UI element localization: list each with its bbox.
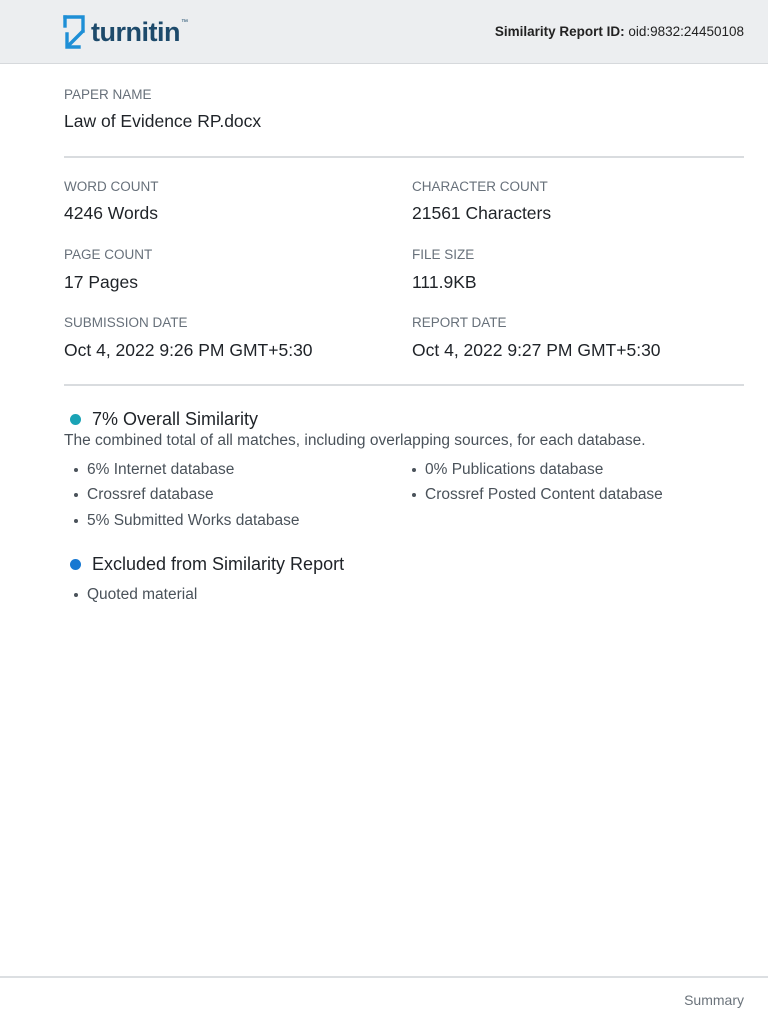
file-size-label: FILE SIZE — [412, 247, 475, 262]
divider — [64, 384, 744, 386]
page-count-value: 17 Pages — [64, 272, 138, 292]
bullet-icon — [74, 493, 78, 497]
list-item-text: Crossref database — [87, 486, 214, 503]
report-id-value: oid:9832:24450108 — [628, 24, 744, 39]
excluded-heading — [64, 554, 344, 575]
page-count-label: PAGE COUNT — [64, 247, 153, 262]
excluded-title: Excluded from Similarity Report — [92, 554, 345, 574]
report-id — [495, 24, 744, 39]
submission-date-value: Oct 4, 2022 9:26 PM GMT+5:30 — [64, 340, 313, 360]
list-item-text: 6% Internet database — [87, 461, 235, 478]
overall-similarity-heading — [64, 409, 258, 430]
list-item — [64, 486, 214, 504]
list-item — [64, 461, 234, 479]
report-date-label: REPORT DATE — [412, 315, 507, 330]
list-item-text: Quoted material — [87, 586, 198, 603]
list-item — [402, 461, 603, 479]
bullet-icon — [412, 493, 416, 497]
bullet-icon — [74, 468, 78, 472]
file-size-value: 111.9KB — [412, 272, 477, 292]
turnitin-logo[interactable] — [62, 13, 188, 51]
divider — [64, 156, 744, 158]
word-count-value: 4246 Words — [64, 203, 159, 223]
list-item — [64, 586, 197, 604]
paper-name-value: Law of Evidence RP.docx — [64, 111, 262, 131]
submission-date-label: SUBMISSION DATE — [64, 315, 188, 330]
list-item-text: 5% Submitted Works database — [87, 512, 300, 529]
footer-bar — [0, 976, 768, 1024]
bullet-icon — [74, 519, 78, 523]
list-item-text: Crossref Posted Content database — [425, 486, 663, 503]
excluded-dot-icon — [70, 559, 81, 570]
logo-trademark: ™ — [180, 19, 188, 26]
list-item — [64, 512, 300, 530]
report-id-label: Similarity Report ID: — [494, 24, 625, 39]
list-item-text: 0% Publications database — [425, 461, 604, 478]
logo-wordmark: turnitin — [91, 16, 180, 47]
similarity-description: The combined total of all matches, including overlapping sources, for each database. — [64, 432, 646, 449]
turnitin-logo-icon — [62, 14, 86, 50]
character-count-label: CHARACTER COUNT — [412, 179, 548, 194]
character-count-value: 21561 Characters — [412, 203, 552, 223]
word-count-label: WORD COUNT — [64, 179, 159, 194]
list-item — [402, 486, 663, 504]
paper-name-label: PAPER NAME — [64, 87, 152, 102]
report-date-value: Oct 4, 2022 9:27 PM GMT+5:30 — [412, 340, 661, 360]
similarity-dot-icon — [70, 414, 81, 425]
overall-similarity-title: 7% Overall Similarity — [92, 409, 259, 429]
footer-summary-label: Summary — [684, 992, 744, 1008]
bullet-icon — [74, 593, 78, 597]
bullet-icon — [412, 468, 416, 472]
header-bar — [0, 0, 768, 64]
